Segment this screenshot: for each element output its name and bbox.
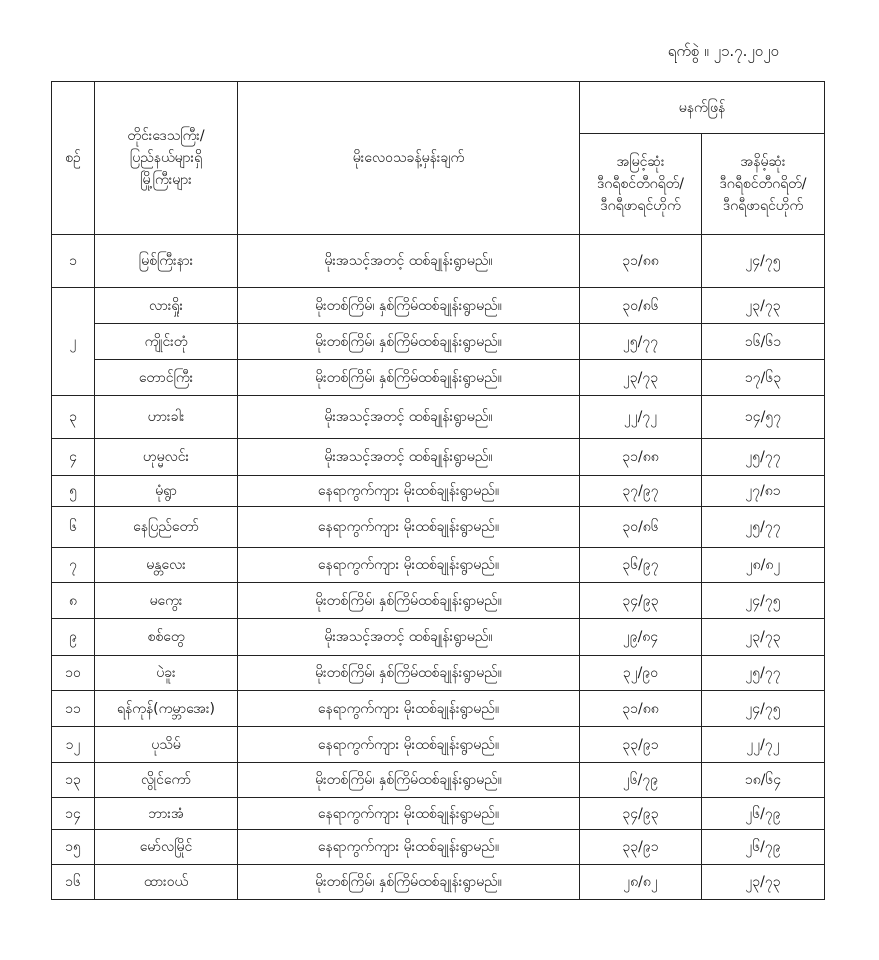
row-max-temp: ၃၁/၈၈ (580, 691, 702, 727)
row-min-temp: ၂၄/၇၅ (702, 691, 825, 727)
table-row (52, 507, 825, 548)
row-max-temp: ၂၉/၈၄ (580, 619, 702, 656)
row-max-temp: ၂၃/၇၃ (580, 360, 702, 396)
row-no: ၁၄ (52, 798, 95, 830)
header-region (95, 82, 238, 235)
header-max-line2: ဒီဂရီစင်တီဂရိတ်/ (597, 176, 684, 192)
row-city: စစ်တွေ (95, 619, 238, 656)
table-row (52, 324, 825, 360)
table-row (52, 619, 825, 656)
row-forecast: နေရာကွက်ကျား မိုးထစ်ချုန်းရွာမည်။ (238, 830, 580, 865)
row-forecast: နေရာကွက်ကျား မိုးထစ်ချုန်းရွာမည်။ (238, 507, 580, 548)
row-min-temp: ၂၅/၇၇ (702, 439, 825, 476)
row-city: မော်လမြိုင် (95, 830, 238, 865)
header-min-line2: ဒီဂရီစင်တီဂရိတ်/ (719, 176, 807, 192)
header-max-line3: ဒီဂရီဖာရင်ဟိုက် (600, 198, 681, 214)
header-max-temp (580, 134, 702, 235)
table-row (52, 288, 825, 324)
weather-forecast-table (51, 81, 825, 900)
table-row (52, 548, 825, 583)
table-row (52, 830, 825, 865)
row-city: ရန်ကုန်(ကမ္ဘာအေး) (95, 691, 238, 727)
row-max-temp: ၃၇/၉၇ (580, 476, 702, 507)
table-row (52, 798, 825, 830)
table-row (52, 691, 825, 727)
row-city: ဟုမ္မလင်း (95, 439, 238, 476)
header-temperature: မနက်ဖြန် (580, 82, 825, 134)
row-min-temp: ၁၈/၆၄ (702, 763, 825, 798)
row-city: ပဲခူး (95, 656, 238, 691)
row-max-temp: ၃၆/၉၇ (580, 548, 702, 583)
header-forecast: မိုးလေဝသခန့်မှန်းချက် (238, 82, 580, 235)
table-row (52, 396, 825, 439)
header-no: စဉ် (52, 82, 95, 235)
row-max-temp: ၃၀/၈၆ (580, 288, 702, 324)
row-city: ပုသိမ် (95, 727, 238, 763)
row-city: မန္တလေး (95, 548, 238, 583)
row-no: ၃ (52, 396, 95, 439)
row-forecast: နေရာကွက်ကျား မိုးထစ်ချုန်းရွာမည်။ (238, 691, 580, 727)
row-min-temp: ၁၄/၅၇ (702, 396, 825, 439)
row-min-temp: ၂၂/၇၂ (702, 727, 825, 763)
row-min-temp: ၂၅/၇၇ (702, 507, 825, 548)
row-forecast: မိုးတစ်ကြိမ်၊ နှစ်ကြိမ်ထစ်ချုန်းရွာမည်။ (238, 583, 580, 619)
row-max-temp: ၃၂/၉၀ (580, 656, 702, 691)
row-city: လားရှိုး (95, 288, 238, 324)
header-min-temp (702, 134, 825, 235)
table-row (52, 476, 825, 507)
row-no: ၁၁ (52, 691, 95, 727)
row-city: လွိုင်ကော် (95, 763, 238, 798)
row-forecast: မိုးတစ်ကြိမ်၊ နှစ်ကြိမ်ထစ်ချုန်းရွာမည်။ (238, 865, 580, 900)
row-no: ၅ (52, 476, 95, 507)
row-max-temp: ၃၃/၉၁ (580, 727, 702, 763)
row-max-temp: ၃၄/၉၃ (580, 798, 702, 830)
row-city: ဘားအံ (95, 798, 238, 830)
table-row (52, 865, 825, 900)
row-no: ၂ (52, 288, 95, 396)
row-no: ၈ (52, 583, 95, 619)
table-row (52, 235, 825, 288)
row-min-temp: ၂၆/၇၉ (702, 830, 825, 865)
row-min-temp: ၂၅/၇၇ (702, 656, 825, 691)
row-forecast: မိုးအသင့်အတင့် ထစ်ချုန်းရွာမည်။ (238, 619, 580, 656)
row-no: ၁၆ (52, 865, 95, 900)
row-min-temp: ၂၃/၇၃ (702, 619, 825, 656)
row-forecast: နေရာကွက်ကျား မိုးထစ်ချုန်းရွာမည်။ (238, 476, 580, 507)
row-forecast: မိုးအသင့်အတင့် ထစ်ချုန်းရွာမည်။ (238, 235, 580, 288)
row-city: တောင်ကြီး (95, 360, 238, 396)
row-city: မကွေး (95, 583, 238, 619)
row-city: မြစ်ကြီးနား (95, 235, 238, 288)
row-no: ၉ (52, 619, 95, 656)
row-max-temp: ၂၅/၇၇ (580, 324, 702, 360)
row-min-temp: ၂၃/၇၃ (702, 865, 825, 900)
header-min-line1: အနိမ့်ဆုံး (740, 154, 786, 170)
table-row (52, 583, 825, 619)
row-forecast: မိုးတစ်ကြိမ်၊ နှစ်ကြိမ်ထစ်ချုန်းရွာမည်။ (238, 324, 580, 360)
row-min-temp: ၂၆/၇၉ (702, 798, 825, 830)
row-forecast: မိုးတစ်ကြိမ်၊ နှစ်ကြိမ်ထစ်ချုန်းရွာမည်။ (238, 288, 580, 324)
row-no: ၁ (52, 235, 95, 288)
row-min-temp: ၂၇/၈၁ (702, 476, 825, 507)
table-row (52, 727, 825, 763)
row-forecast: နေရာကွက်ကျား မိုးထစ်ချုန်းရွာမည်။ (238, 727, 580, 763)
header-region-line3: မြို့ကြီးများ (140, 172, 192, 188)
row-max-temp: ၃၀/၈၆ (580, 507, 702, 548)
header-min-line3: ဒီဂရီဖာရင်ဟိုက် (722, 198, 804, 214)
row-city: ကျိုင်းတုံ (95, 324, 238, 360)
header-region-line1: တိုင်းဒေသကြီး/ (127, 128, 205, 144)
report-date: ရက်စွဲ ။ ၂၁.၇.၂၀၂၀ (667, 42, 779, 60)
table-row (52, 439, 825, 476)
row-no: ၁၂ (52, 727, 95, 763)
row-city: ဟားခါး (95, 396, 238, 439)
table-row (52, 763, 825, 798)
header-region-line2: ပြည်နယ်များရှိ (129, 150, 203, 166)
table-row (52, 656, 825, 691)
row-city: ထားဝယ် (95, 865, 238, 900)
row-forecast: မိုးအသင့်အတင့် ထစ်ချုန်းရွာမည်။ (238, 439, 580, 476)
row-forecast: နေရာကွက်ကျား မိုးထစ်ချုန်းရွာမည်။ (238, 798, 580, 830)
row-city: နေပြည်တော် (95, 507, 238, 548)
header-max-line1: အမြင့်ဆုံး (616, 154, 665, 170)
row-max-temp: ၃၃/၉၁ (580, 830, 702, 865)
row-max-temp: ၂၂/၇၂ (580, 396, 702, 439)
row-no: ၁၃ (52, 763, 95, 798)
row-min-temp: ၂၄/၇၅ (702, 583, 825, 619)
row-no: ၁၀ (52, 656, 95, 691)
row-max-temp: ၂၈/၈၂ (580, 865, 702, 900)
row-no: ၄ (52, 439, 95, 476)
row-max-temp: ၃၁/၈၈ (580, 235, 702, 288)
row-city: မုံရွာ (95, 476, 238, 507)
row-min-temp: ၁၆/၆၁ (702, 324, 825, 360)
row-max-temp: ၂၆/၇၉ (580, 763, 702, 798)
row-forecast: နေရာကွက်ကျား မိုးထစ်ချုန်းရွာမည်။ (238, 548, 580, 583)
row-forecast: မိုးအသင့်အတင့် ထစ်ချုန်းရွာမည်။ (238, 396, 580, 439)
row-no: ၆ (52, 507, 95, 548)
row-min-temp: ၁၇/၆၃ (702, 360, 825, 396)
row-max-temp: ၃၄/၉၃ (580, 583, 702, 619)
row-forecast: မိုးတစ်ကြိမ်၊ နှစ်ကြိမ်ထစ်ချုန်းရွာမည်။ (238, 360, 580, 396)
row-min-temp: ၂၈/၈၂ (702, 548, 825, 583)
row-no: ၁၅ (52, 830, 95, 865)
row-forecast: မိုးတစ်ကြိမ်၊ နှစ်ကြိမ်ထစ်ချုန်းရွာမည်။ (238, 763, 580, 798)
row-max-temp: ၃၁/၈၈ (580, 439, 702, 476)
row-no: ၇ (52, 548, 95, 583)
row-forecast: မိုးတစ်ကြိမ်၊ နှစ်ကြိမ်ထစ်ချုန်းရွာမည်။ (238, 656, 580, 691)
table-row (52, 360, 825, 396)
row-min-temp: ၂၄/၇၅ (702, 235, 825, 288)
row-min-temp: ၂၃/၇၃ (702, 288, 825, 324)
